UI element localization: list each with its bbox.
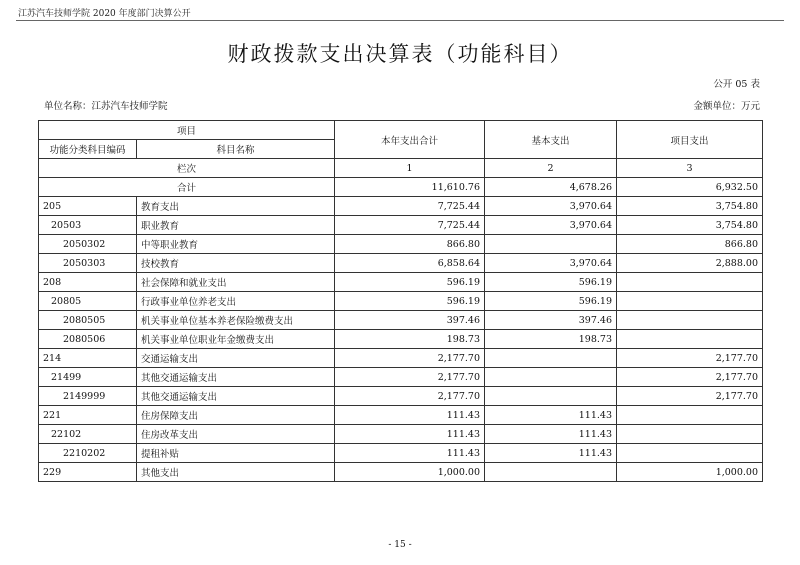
item-header: 项目 xyxy=(39,121,335,140)
name-cell: 交通运输支出 xyxy=(137,349,335,368)
project-cell: 2,177.70 xyxy=(617,349,763,368)
project-cell: 2,177.70 xyxy=(617,387,763,406)
project-cell: 3,754.80 xyxy=(617,216,763,235)
total-cell: 198.73 xyxy=(335,330,485,349)
code-cell: 229 xyxy=(39,463,137,482)
project-cell: 3,754.80 xyxy=(617,197,763,216)
name-cell: 提租补贴 xyxy=(137,444,335,463)
basic-cell: 198.73 xyxy=(485,330,617,349)
amount-unit: 金额单位：万元 xyxy=(693,101,760,112)
name-cell: 教育支出 xyxy=(137,197,335,216)
basic-cell: 111.43 xyxy=(485,406,617,425)
project-cell xyxy=(617,292,763,311)
name-cell: 住房改革支出 xyxy=(137,425,335,444)
page-title: 财政拨款支出决算表（功能科目） xyxy=(227,42,573,66)
table-row xyxy=(39,292,763,311)
basic-cell: 111.43 xyxy=(485,444,617,463)
expenditure-table xyxy=(38,120,763,482)
table-row xyxy=(39,254,763,273)
project-cell: 2,888.00 xyxy=(617,254,763,273)
code-cell: 20805 xyxy=(39,292,137,311)
code-cell: 214 xyxy=(39,349,137,368)
name-cell: 住房保障支出 xyxy=(137,406,335,425)
unit-name: 单位名称：江苏汽车技师学院 xyxy=(44,101,168,112)
name-cell: 职业教育 xyxy=(137,216,335,235)
name-cell: 机关事业单位职业年金缴费支出 xyxy=(137,330,335,349)
project-cell: 866.80 xyxy=(617,235,763,254)
col-number-1: 1 xyxy=(335,159,485,178)
page-number: - 15 - xyxy=(388,540,412,550)
project-header: 项目支出 xyxy=(617,121,763,159)
code-cell: 2050303 xyxy=(39,254,137,273)
sum-basic: 4,678.26 xyxy=(485,178,617,197)
table-row xyxy=(39,368,763,387)
total-header: 本年支出合计 xyxy=(335,121,485,159)
total-cell: 596.19 xyxy=(335,273,485,292)
basic-cell xyxy=(485,387,617,406)
code-cell: 21499 xyxy=(39,368,137,387)
total-cell: 6,858.64 xyxy=(335,254,485,273)
total-cell: 2,177.70 xyxy=(335,387,485,406)
basic-cell: 596.19 xyxy=(485,273,617,292)
col-number-3: 3 xyxy=(617,159,763,178)
table-row xyxy=(39,273,763,292)
document-header: 江苏汽车技师学院 2020 年度部门决算公开 xyxy=(18,9,191,19)
sum-row xyxy=(39,178,763,197)
code-cell: 2050302 xyxy=(39,235,137,254)
project-cell: 2,177.70 xyxy=(617,368,763,387)
basic-cell xyxy=(485,349,617,368)
total-cell: 111.43 xyxy=(335,444,485,463)
header-row-1 xyxy=(39,121,763,140)
name-cell: 其他支出 xyxy=(137,463,335,482)
table-row xyxy=(39,444,763,463)
code-cell: 2080505 xyxy=(39,311,137,330)
basic-cell: 111.43 xyxy=(485,425,617,444)
project-cell xyxy=(617,444,763,463)
basic-cell: 397.46 xyxy=(485,311,617,330)
code-cell: 2080506 xyxy=(39,330,137,349)
total-cell: 866.80 xyxy=(335,235,485,254)
header-divider xyxy=(16,20,784,21)
code-cell: 20503 xyxy=(39,216,137,235)
basic-cell: 596.19 xyxy=(485,292,617,311)
name-cell: 中等职业教育 xyxy=(137,235,335,254)
name-cell: 其他交通运输支出 xyxy=(137,368,335,387)
name-cell: 技校教育 xyxy=(137,254,335,273)
basic-cell: 3,970.64 xyxy=(485,254,617,273)
total-cell: 2,177.70 xyxy=(335,349,485,368)
code-cell: 2149999 xyxy=(39,387,137,406)
total-cell: 1,000.00 xyxy=(335,463,485,482)
name-cell: 机关事业单位基本养老保险缴费支出 xyxy=(137,311,335,330)
table-row xyxy=(39,406,763,425)
table-row xyxy=(39,197,763,216)
code-cell: 2210202 xyxy=(39,444,137,463)
name-cell: 行政事业单位养老支出 xyxy=(137,292,335,311)
col-number-2: 2 xyxy=(485,159,617,178)
total-cell: 111.43 xyxy=(335,425,485,444)
row-label: 栏次 xyxy=(39,159,335,178)
project-cell xyxy=(617,273,763,292)
total-cell: 7,725.44 xyxy=(335,216,485,235)
code-cell: 205 xyxy=(39,197,137,216)
name-cell: 其他交通运输支出 xyxy=(137,387,335,406)
table-row xyxy=(39,387,763,406)
sum-label: 合计 xyxy=(39,178,335,197)
code-cell: 22102 xyxy=(39,425,137,444)
form-number: 公开 05 表 xyxy=(713,79,760,90)
name-header: 科目名称 xyxy=(137,140,335,159)
project-cell xyxy=(617,330,763,349)
sum-project: 6,932.50 xyxy=(617,178,763,197)
total-cell: 596.19 xyxy=(335,292,485,311)
code-header: 功能分类科目编码 xyxy=(39,140,137,159)
project-cell xyxy=(617,425,763,444)
basic-cell xyxy=(485,235,617,254)
total-cell: 397.46 xyxy=(335,311,485,330)
table-row xyxy=(39,330,763,349)
total-cell: 2,177.70 xyxy=(335,368,485,387)
sum-total: 11,610.76 xyxy=(335,178,485,197)
code-cell: 221 xyxy=(39,406,137,425)
project-cell xyxy=(617,311,763,330)
project-cell xyxy=(617,406,763,425)
name-cell: 社会保障和就业支出 xyxy=(137,273,335,292)
table-row xyxy=(39,311,763,330)
table-row xyxy=(39,349,763,368)
basic-cell xyxy=(485,368,617,387)
basic-header: 基本支出 xyxy=(485,121,617,159)
table-row xyxy=(39,425,763,444)
basic-cell: 3,970.64 xyxy=(485,216,617,235)
total-cell: 111.43 xyxy=(335,406,485,425)
table-row xyxy=(39,216,763,235)
table-row xyxy=(39,463,763,482)
table-row xyxy=(39,235,763,254)
code-cell: 208 xyxy=(39,273,137,292)
project-cell: 1,000.00 xyxy=(617,463,763,482)
total-cell: 7,725.44 xyxy=(335,197,485,216)
column-number-row xyxy=(39,159,763,178)
basic-cell xyxy=(485,463,617,482)
basic-cell: 3,970.64 xyxy=(485,197,617,216)
